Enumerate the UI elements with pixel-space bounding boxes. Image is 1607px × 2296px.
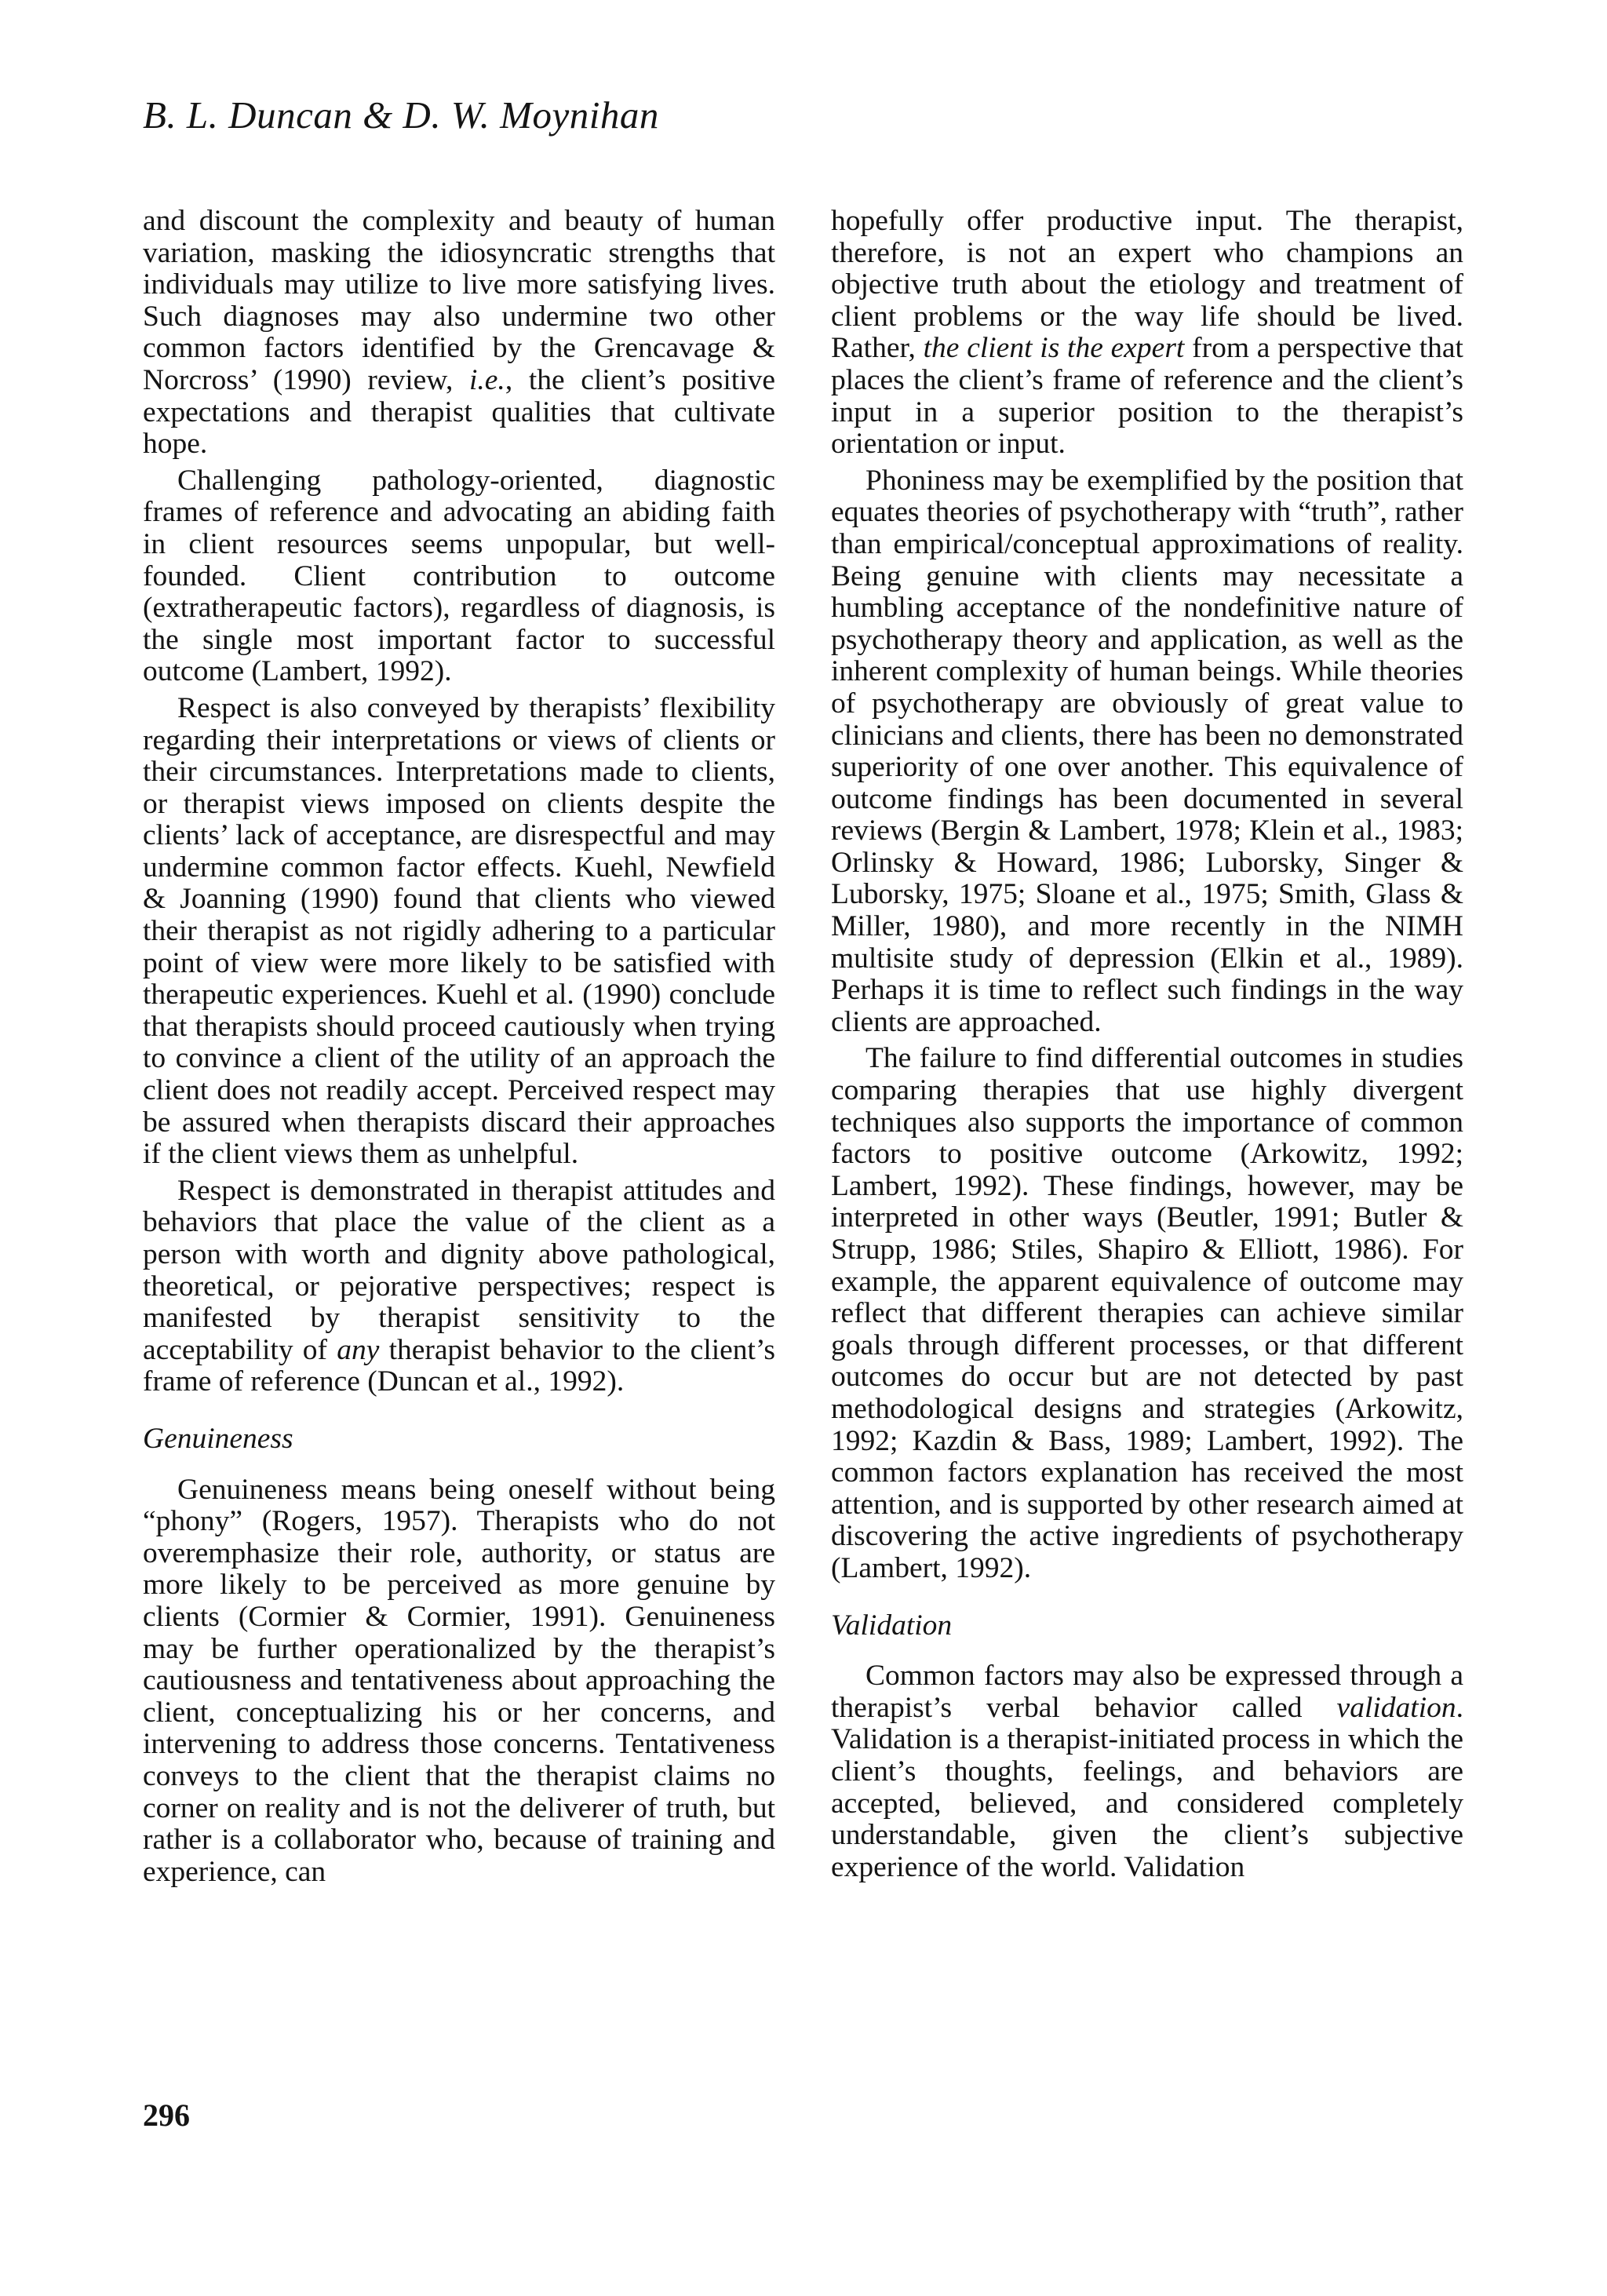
paragraph: Genuineness means being oneself without being “phony” (Rogers, 1957). Therapists who do not overemphasize their role, authority, or status are more likely to be perceived as more genuine by clients (Cormier & Cormier, 1991). Genuineness may be further operationalized by the therapist’s cautiousness and tentativeness about approaching the client, conceptualizing his or her concerns, and intervening to address those concerns. Tentativeness conveys to the client that the therapist claims no corner on reality and is not the deliverer of truth, but rather is a collaborator who, because of training and experience, can xyxy=(143,1473,775,1888)
paragraph-text: Respect is demonstrated in therapist attitudes and behaviors that place the value of the client as a person with worth and dignity above pathological, theoretical, or pejorative perspectives; respect is manifested by therapist sensitivity to the acceptability of xyxy=(143,1174,775,1366)
paragraph-text: Common factors may also be expressed through a therapist’s verbal behavior called xyxy=(831,1660,1463,1724)
paragraph xyxy=(831,206,1463,461)
paragraph: Phoniness may be exemplified by the position that equates theories of psychotherapy with “truth”, rather than empirical/conceptual approximations of reality. Being genuine with clients may necessitate a humbling acceptance of the nondefinitive nature of psychotherapy theory and application, as well as the inherent complexity of human beings. While theories of psychotherapy are obviously of great value to clinicians and clients, there has been no demonstrated superiority of one over another. This equivalence of outcome findings has been documented in several reviews (Bergin & Lambert, 1978; Klein et al., 1983; Orlinsky & Howard, 1986; Luborsky, Singer & Luborsky, 1975; Sloane et al., 1975; Smith, Glass & Miller, 1980), and more recently in the NIMH multisite study of depression (Elkin et al., 1989). Perhaps it is time to reflect such findings in the way clients are approached. xyxy=(831,464,1463,1038)
emphasis-text: any xyxy=(337,1333,380,1366)
running-head: B. L. Duncan & D. W. Moynihan xyxy=(143,93,659,137)
paragraph: The failure to find differential outcomes in studies comparing therapies that use highly divergent techniques also supports the importance of common factors to positive outcome (Arkowitz, 1992; Lambert, 1992). These findings, however, may be interpreted in other ways (Beutler, 1991; Butler & Strupp, 1986; Stiles, Shapiro & Elliott, 1986). For example, the apparent equivalence of outcome may reflect that different therapies can achieve similar goals through different processes, or that different outcomes do occur but are not detected by past methodological designs and strategies (Arkowitz, 1992; Kazdin & Bass, 1989; Lambert, 1992). The common factors explanation has received the most attention, and is supported by other research aimed at discovering the active ingredients of psychotherapy (Lambert, 1992). xyxy=(831,1042,1463,1584)
emphasis-text: validation xyxy=(1336,1691,1456,1724)
paragraph-text: , the client’s positive expectations and therapist qualities that cultivate hope. xyxy=(143,363,775,461)
paragraph-text: . Validation is a therapist-initiated process in which the client’s thoughts, feelings, and behaviors are accepted, believed, and considered completely understandable, given the client’s subjective experience of the world. Validation xyxy=(831,1691,1463,1883)
paragraph: Respect is also conveyed by therapists’ flexibility regarding their interpretations or views of clients or their circumstances. Interpretations made to clients, or therapist views imposed on clients despite the clients’ lack of acceptance, are disrespectful and may undermine common factor effects. Kuehl, Newfield & Joanning (1990) found that clients who viewed their therapist as not rigidly adhering to a particular point of view were more likely to be satisfied with therapeutic experiences. Kuehl et al. (1990) conclude that therapists should proceed cautiously when trying to convince a client of the utility of an approach the client does not readily accept. Perceived respect may be assured when therapists discard their approaches if the client views them as unhelpful. xyxy=(143,691,775,1171)
paragraph xyxy=(831,1660,1463,1883)
paragraph-text: and discount the complexity and beauty of human variation, masking the idiosyncratic strengths that individuals may utilize to live more satisfying lives. Such diagnoses may also undermine two other common factors identified by the Grencavage & Norcross’ (1990) review, xyxy=(143,205,775,396)
paragraph-text: hopefully offer productive input. The therapist, therefore, is not an expert who champions an objective truth about the etiology and treatment of client problems or the way life should be lived. Rather, xyxy=(831,205,1463,365)
right-column xyxy=(831,206,1463,1888)
emphasis-text: i.e. xyxy=(468,363,505,396)
paragraph xyxy=(143,1175,775,1398)
section-heading-genuineness: Genuineness xyxy=(143,1422,293,1455)
paragraph xyxy=(143,206,775,461)
paragraph-text: therapist behavior to the client’s frame of reference (Duncan et al., 1992). xyxy=(143,1333,775,1398)
paragraph: Challenging pathology-oriented, diagnostic frames of reference and advocating an abiding faith in client resources seems unpopular, but well-founded. Client contribution to outcome (extratherapeutic factors), regardless of diagnosis, is the single most important factor to successful outcome (Lambert, 1992). xyxy=(143,464,775,688)
paragraph-text: from a perspective that places the client’s frame of reference and the client’s input in a superior position to the therapist’s orientation or input. xyxy=(831,332,1463,461)
left-column xyxy=(143,206,775,1893)
section-heading-validation: Validation xyxy=(831,1609,953,1642)
page-number: 296 xyxy=(143,2097,190,2133)
emphasis-text: the client is the expert xyxy=(923,332,1185,365)
